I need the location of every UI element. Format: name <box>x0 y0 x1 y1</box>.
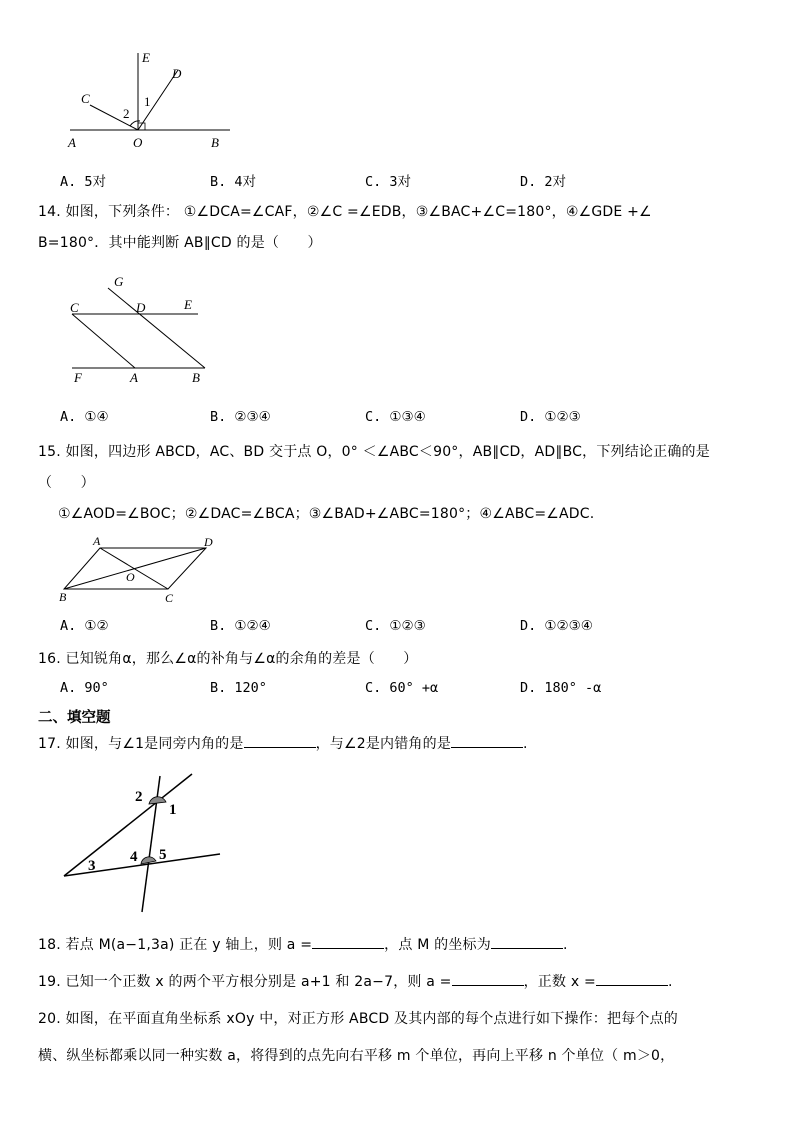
question-20-line1: 20. 如图，在平面直角坐标系 xOy 中，对正方形 ABCD 及其内部的每个点进行如下操作：把每个点的 <box>38 1011 678 1027</box>
label-e: E <box>142 50 150 65</box>
option-b[interactable]: B. 4对 <box>210 174 257 190</box>
label-a: A <box>68 135 76 150</box>
option-a[interactable]: A. ①④ <box>60 409 109 425</box>
figure-q14 <box>60 268 220 388</box>
option-d[interactable]: D. ①②③④ <box>520 618 593 634</box>
option-b[interactable]: B. ①②④ <box>210 618 271 634</box>
question-18-part2: ，点 M 的坐标为 <box>384 937 491 953</box>
label-c: C <box>81 91 90 106</box>
label-b: B <box>192 370 200 385</box>
question-15-line2: （ ） <box>38 475 95 491</box>
label-d: D <box>204 535 213 549</box>
option-c[interactable]: C. 60° +α <box>365 680 439 696</box>
label-a: A <box>93 534 101 548</box>
label-d: D <box>136 300 146 315</box>
figure-q13 <box>60 48 240 153</box>
label-o: O <box>126 570 135 584</box>
option-c[interactable]: C. ①②③ <box>365 618 426 634</box>
option-c[interactable]: C. 3对 <box>365 174 412 190</box>
label-angle-2: 2 <box>123 106 130 121</box>
question-19 <box>38 971 673 991</box>
section-heading: 二、填空题 <box>38 710 111 726</box>
question-16: 16. 已知锐角α，那么∠α的补角与∠α的余角的差是（ ） <box>38 651 418 667</box>
figure-q17 <box>58 766 228 916</box>
label-angle-3: 3 <box>88 858 96 874</box>
option-d[interactable]: D. 2对 <box>520 174 567 190</box>
label-b: B <box>59 590 67 604</box>
option-a[interactable]: A. 90° <box>60 680 109 696</box>
answer-blank-2[interactable] <box>491 934 563 949</box>
label-angle-2: 2 <box>135 789 143 805</box>
label-angle-1: 1 <box>144 94 151 109</box>
question-20-line2: 横、纵坐标都乘以同一种实数 a，将得到的点先向右平移 m 个单位，再向上平移 n 个单位（ m＞0， <box>38 1048 675 1064</box>
question-17-part3: . <box>523 736 528 752</box>
question-18-part1: 18. 若点 M(a−1,3a) 正在 y 轴上，则 a = <box>38 937 313 953</box>
label-d: D <box>172 66 182 81</box>
label-angle-4: 4 <box>130 849 138 865</box>
question-19-part3: . <box>667 974 673 990</box>
label-g: G <box>114 274 124 289</box>
figure-q15 <box>56 532 226 607</box>
label-angle-5: 5 <box>159 847 167 863</box>
option-d[interactable]: D. ①②③ <box>520 409 581 425</box>
label-a: A <box>130 370 138 385</box>
option-b[interactable]: B. ②③④ <box>210 409 271 425</box>
question-17 <box>38 733 528 753</box>
option-a[interactable]: A. 5对 <box>60 174 107 190</box>
label-f: F <box>74 370 82 385</box>
option-c[interactable]: C. ①③④ <box>365 409 426 425</box>
label-c: C <box>70 300 79 315</box>
answer-blank-1[interactable] <box>244 733 316 748</box>
question-17-part1: 17. 如图，与∠1是同旁内角的是 <box>38 736 244 752</box>
answer-blank-1[interactable] <box>452 971 524 986</box>
label-b: B <box>211 135 219 150</box>
question-17-part2: ，与∠2是内错角的是 <box>315 736 452 752</box>
label-e: E <box>184 297 192 312</box>
label-angle-1: 1 <box>169 802 177 818</box>
question-14-line1: 14. 如图，下列条件： ①∠DCA=∠CAF，②∠C =∠EDB，③∠BAC+∠C=180°，④∠GDE +∠ <box>38 204 652 220</box>
question-15-line1: 15. 如图，四边形 ABCD，AC、BD 交于点 O，0° ＜∠ABC＜90°，AB∥CD，AD∥BC，下列结论正确的是 <box>38 444 710 460</box>
answer-blank-1[interactable] <box>312 934 384 949</box>
option-b[interactable]: B. 120° <box>210 680 267 696</box>
question-18 <box>38 934 568 954</box>
question-18-part3: . <box>562 937 568 953</box>
option-d[interactable]: D. 180° -α <box>520 680 602 696</box>
answer-blank-2[interactable] <box>451 733 523 748</box>
question-14-line2: B=180°．其中能判断 AB∥CD 的是（ ） <box>38 235 322 251</box>
question-19-part1: 19. 已知一个正数 x 的两个平方根分别是 a+1 和 2a−7，则 a = <box>38 974 452 990</box>
question-19-part2: ，正数 x = <box>523 974 596 990</box>
label-o: O <box>133 135 143 150</box>
answer-blank-2[interactable] <box>596 971 668 986</box>
question-15-statements: ①∠AOD=∠BOC；②∠DAC=∠BCA；③∠BAD+∠ABC=180°；④∠ABC=∠ADC. <box>58 506 595 522</box>
option-a[interactable]: A. ①② <box>60 618 109 634</box>
label-c: C <box>165 591 174 605</box>
